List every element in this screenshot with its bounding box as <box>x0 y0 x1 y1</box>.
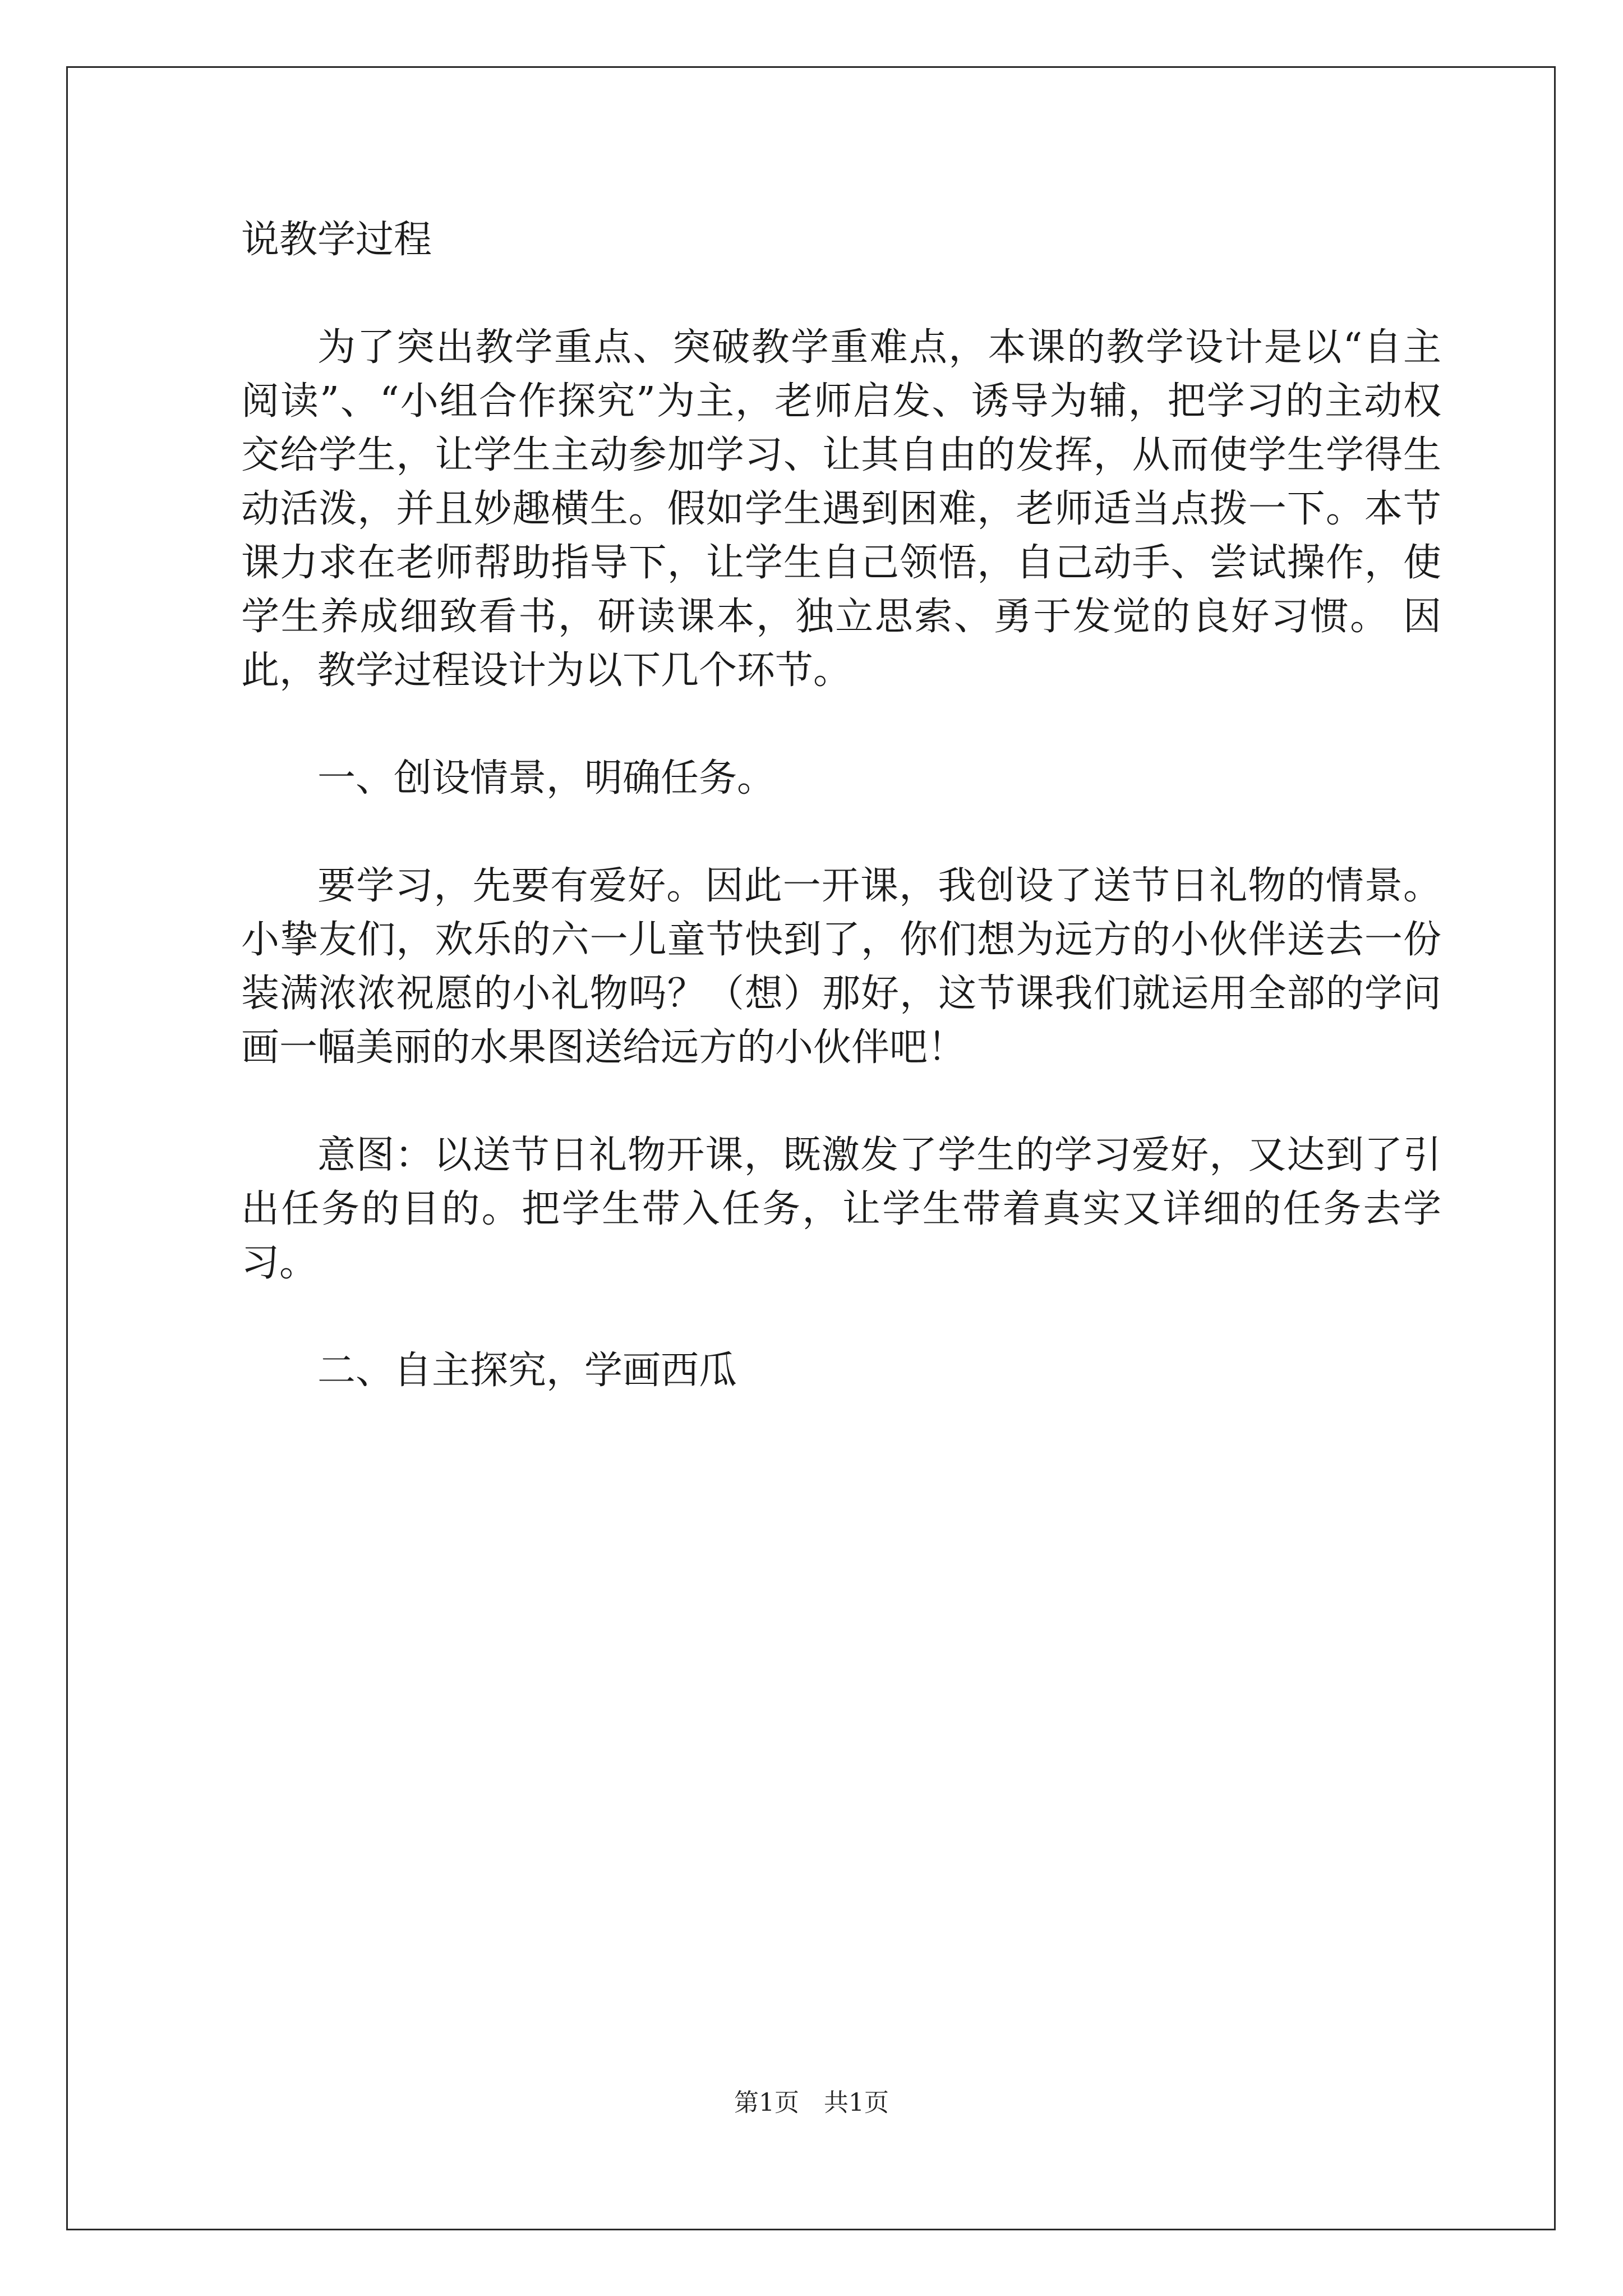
section-heading-2: 二、自主探究，学画西瓜 <box>317 1349 737 1393</box>
page-number-footer: 第1页 共1页 <box>734 2088 889 2117</box>
paragraph-scenario: 要学习，先要有爱好。因此一开课，我创设了送节日礼物的情景。小挚友们，欢乐的六一儿童节快到了，你们想为远方的小伙伴送去一份装满浓浓祝愿的小礼物吗？（想）那好，这节课我们就运用全部的学问画一幅美丽的水果图送给远方的小伙伴吧！ <box>241 864 1441 1070</box>
paragraph-intent: 意图：以送节日礼物开课，既激发了学生的学习爱好，又达到了引出任务的目的。把学生带入任务，让学生带着真实又详细的任务去学习。 <box>241 1133 1441 1285</box>
document-body <box>241 213 1441 1452</box>
document-title: 说教学过程 <box>241 218 432 262</box>
section-heading-1: 一、创设情景，明确任务。 <box>317 756 776 800</box>
paragraph-intro: 为了突出教学重点、突破教学重难点，本课的教学设计是以“自主阅读”、“小组合作探究”为主，老师启发、诱导为辅，把学习的主动权交给学生，让学生主动参加学习、让其自由的发挥，从而使学生学得生动活泼，并且妙趣横生。假如学生遇到困难，老师适当点拨一下。本节课力求在老师帮助指导下，让学生自己领悟，自己动手、尝试操作，使学生养成细致看书，研读课本，独立思索、勇于发觉的良好习惯。 因此，教学过程设计为以下几个环节。 <box>241 325 1441 693</box>
